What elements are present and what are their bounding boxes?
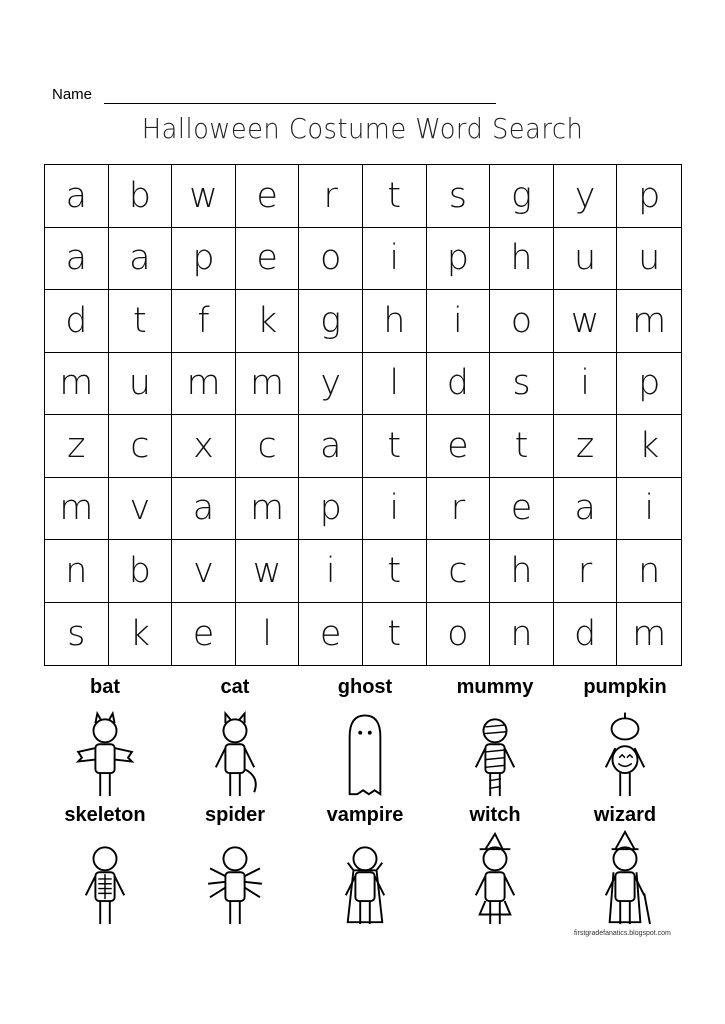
page-title: Halloween Costume Word Search	[141, 112, 584, 145]
grid-cell[interactable]: w	[554, 290, 618, 353]
grid-cell[interactable]: m	[45, 353, 109, 416]
grid-cell[interactable]: t	[363, 540, 427, 603]
grid-cell[interactable]: u	[109, 353, 173, 416]
word-label: cat	[220, 676, 250, 698]
grid-cell[interactable]: m	[236, 478, 300, 541]
ghost-costume-child-icon	[300, 702, 430, 798]
word-item	[170, 804, 300, 934]
grid-cell[interactable]: z	[45, 415, 109, 478]
grid-cell[interactable]: a	[109, 228, 173, 291]
grid-cell[interactable]: e	[490, 478, 554, 541]
wizard-costume-child-icon	[560, 830, 690, 926]
grid-cell[interactable]: a	[172, 478, 236, 541]
grid-cell[interactable]: u	[617, 228, 681, 291]
word-label: skeleton	[64, 804, 146, 826]
grid-cell[interactable]: i	[554, 353, 618, 416]
word-item	[560, 804, 690, 934]
grid-cell[interactable]: e	[236, 165, 300, 228]
grid-cell[interactable]: i	[299, 540, 363, 603]
word-label: ghost	[337, 676, 393, 698]
grid-cell[interactable]: h	[490, 228, 554, 291]
grid-cell[interactable]: t	[109, 290, 173, 353]
grid-cell[interactable]: i	[363, 478, 427, 541]
grid-cell[interactable]: m	[45, 478, 109, 541]
word-item	[560, 676, 690, 806]
grid-cell[interactable]: g	[299, 290, 363, 353]
word-item	[40, 676, 170, 806]
bat-costume-child-icon	[40, 702, 170, 798]
word-label: mummy	[456, 676, 534, 698]
grid-cell[interactable]: v	[109, 478, 173, 541]
grid-cell[interactable]: t	[363, 165, 427, 228]
grid-cell[interactable]: l	[236, 603, 300, 666]
grid-cell[interactable]: p	[427, 228, 491, 291]
grid-cell[interactable]: u	[554, 228, 618, 291]
grid-cell[interactable]: a	[554, 478, 618, 541]
word-item	[300, 804, 430, 934]
grid-cell[interactable]: i	[617, 478, 681, 541]
grid-cell[interactable]: t	[490, 415, 554, 478]
vampire-costume-child-icon	[300, 830, 430, 926]
grid-cell[interactable]: w	[236, 540, 300, 603]
name-line[interactable]	[104, 103, 496, 104]
grid-cell[interactable]: f	[172, 290, 236, 353]
grid-cell[interactable]: p	[617, 165, 681, 228]
mummy-costume-child-icon	[430, 702, 560, 798]
witch-costume-child-icon	[430, 830, 560, 926]
grid-cell[interactable]: m	[172, 353, 236, 416]
grid-cell[interactable]: y	[299, 353, 363, 416]
grid-cell[interactable]: d	[45, 290, 109, 353]
credit-text: firstgradefanatics.blogspot.com	[574, 930, 671, 937]
word-label: bat	[90, 676, 120, 698]
word-label: wizard	[593, 804, 657, 826]
grid-cell[interactable]: c	[109, 415, 173, 478]
grid-cell[interactable]: n	[617, 540, 681, 603]
grid-cell[interactable]: z	[554, 415, 618, 478]
grid-cell[interactable]: g	[490, 165, 554, 228]
grid-cell[interactable]: i	[363, 228, 427, 291]
grid-cell[interactable]: e	[236, 228, 300, 291]
spider-costume-child-icon	[170, 830, 300, 926]
word-label: witch	[469, 804, 521, 826]
word-item	[300, 676, 430, 806]
grid-cell[interactable]: b	[109, 540, 173, 603]
grid-cell[interactable]: t	[363, 603, 427, 666]
grid-cell[interactable]: o	[427, 603, 491, 666]
word-label: spider	[204, 804, 266, 826]
name-row	[52, 86, 502, 108]
skeleton-costume-child-icon	[40, 830, 170, 926]
word-bank	[40, 676, 690, 956]
grid-cell[interactable]: o	[490, 290, 554, 353]
word-item	[430, 804, 560, 934]
grid-cell[interactable]: r	[427, 478, 491, 541]
grid-cell[interactable]: a	[299, 415, 363, 478]
grid-cell[interactable]: a	[45, 165, 109, 228]
grid-cell[interactable]: p	[617, 353, 681, 416]
grid-cell[interactable]: h	[490, 540, 554, 603]
word-item	[430, 676, 560, 806]
grid-cell[interactable]: y	[554, 165, 618, 228]
grid-cell[interactable]: c	[427, 540, 491, 603]
grid-cell[interactable]: k	[236, 290, 300, 353]
grid-cell[interactable]: b	[109, 165, 173, 228]
word-item	[170, 676, 300, 806]
cat-costume-child-icon	[170, 702, 300, 798]
grid-cell[interactable]: n	[490, 603, 554, 666]
grid-cell[interactable]: t	[363, 415, 427, 478]
grid-cell[interactable]: e	[172, 603, 236, 666]
grid-cell[interactable]: k	[617, 415, 681, 478]
grid-cell[interactable]: x	[172, 415, 236, 478]
grid-cell[interactable]: s	[427, 165, 491, 228]
grid-cell[interactable]: w	[172, 165, 236, 228]
word-label: pumpkin	[583, 676, 667, 698]
grid-cell[interactable]: l	[363, 353, 427, 416]
grid-cell[interactable]: p	[172, 228, 236, 291]
grid-cell[interactable]: d	[554, 603, 618, 666]
grid-cell[interactable]: n	[45, 540, 109, 603]
pumpkin-costume-child-icon	[560, 702, 690, 798]
word-item	[40, 804, 170, 934]
grid-cell[interactable]: k	[109, 603, 173, 666]
grid-cell[interactable]: p	[299, 478, 363, 541]
grid-cell[interactable]: s	[490, 353, 554, 416]
grid-cell[interactable]: o	[299, 228, 363, 291]
grid-cell[interactable]: c	[236, 415, 300, 478]
grid-cell[interactable]: i	[427, 290, 491, 353]
grid-cell[interactable]: v	[172, 540, 236, 603]
grid-cell[interactable]: e	[427, 415, 491, 478]
grid-cell[interactable]: d	[427, 353, 491, 416]
grid-cell[interactable]: s	[45, 603, 109, 666]
grid-cell[interactable]: e	[299, 603, 363, 666]
grid-cell[interactable]: a	[45, 228, 109, 291]
grid-cell[interactable]: r	[554, 540, 618, 603]
grid-cell[interactable]: m	[632, 613, 667, 654]
grid-cell[interactable]: h	[363, 290, 427, 353]
word-search-grid	[44, 164, 682, 666]
word-label: vampire	[326, 804, 404, 826]
grid-cell[interactable]: m	[236, 353, 300, 416]
grid-cell[interactable]: m	[617, 290, 681, 353]
name-label: Name	[52, 86, 93, 103]
grid-cell[interactable]: r	[299, 165, 363, 228]
